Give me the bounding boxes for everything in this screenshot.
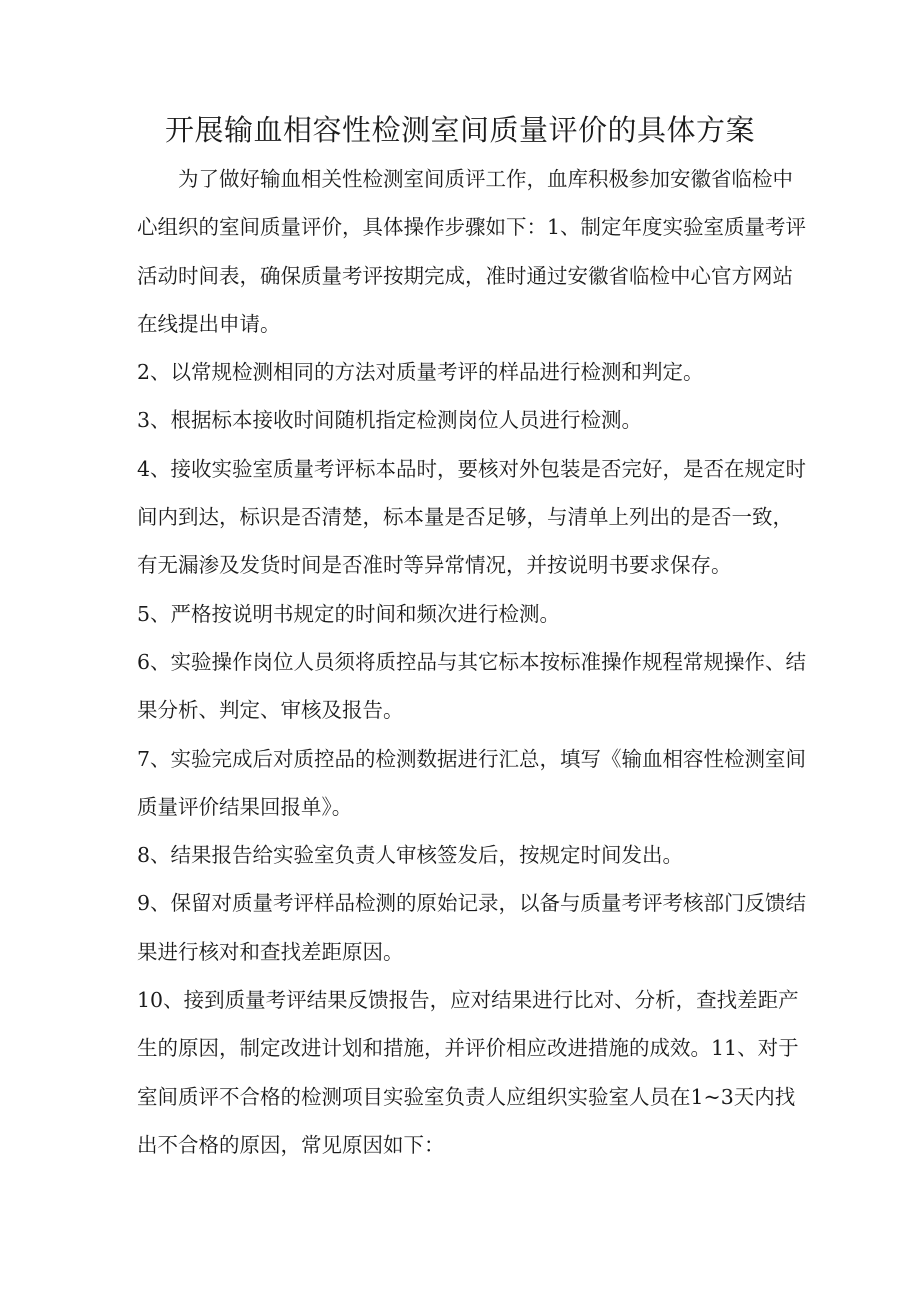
paragraph-line: 9、保留对质量考评样品检测的原始记录，以备与质量考评考核部门反馈结	[137, 891, 807, 916]
document-title: 开展输血相容性检测室间质量评价的具体方案	[164, 113, 755, 147]
paragraph-line: 10、接到质量考评结果反馈报告，应对结果进行比对、分析，查找差距产	[137, 988, 799, 1013]
paragraph-line: 生的原因，制定改进计划和措施，并评价相应改进措施的成效。11、对于	[137, 1036, 799, 1061]
paragraph-line: 在线提出申请。	[137, 311, 281, 336]
paragraph-line: 有无漏渗及发货时间是否准时等异常情况，并按说明书要求保存。	[137, 553, 732, 578]
paragraph-line: 果分析、判定、审核及报告。	[137, 698, 404, 723]
paragraph-line: 间内到达，标识是否清楚，标本量是否足够，与清单上列出的是否一致，	[137, 505, 793, 530]
paragraph-line: 果进行核对和查找差距原因。	[137, 939, 404, 964]
paragraph-line: 2、以常规检测相同的方法对质量考评的样品进行检测和判定。	[137, 360, 704, 385]
paragraph-line: 为了做好输血相关性检测室间质评工作，血库积极参加安徽省临检中	[178, 167, 793, 191]
paragraph-line: 活动时间表，确保质量考评按期完成，准时通过安徽省临检中心官方网站	[137, 263, 793, 288]
paragraph-line: 出不合格的原因，常见原因如下：	[137, 1132, 445, 1157]
paragraph-line: 5、严格按说明书规定的时间和频次进行检测。	[137, 601, 561, 626]
paragraph-line: 8、结果报告给实验室负责人审核签发后，按规定时间发出。	[137, 843, 684, 868]
paragraph-line: 心组织的室间质量评价，具体操作步骤如下：1、制定年度实验室质量考评	[137, 215, 807, 240]
document-body	[137, 155, 807, 1169]
paragraph-line: 6、实验操作岗位人员须将质控品与其它标本按标准操作规程常规操作、结	[137, 649, 807, 674]
paragraph-line: 质量评价结果回报单》。	[137, 794, 353, 819]
paragraph-line: 3、根据标本接收时间随机指定检测岗位人员进行检测。	[137, 408, 643, 433]
paragraph-line: 4、接收实验室质量考评标本品时，要核对外包装是否完好，是否在规定时	[137, 456, 807, 481]
paragraph-line: 7、实验完成后对质控品的检测数据进行汇总，填写《输血相容性检测室间	[137, 746, 807, 771]
paragraph-line: 室间质评不合格的检测项目实验室负责人应组织实验室人员在1~3天内找	[137, 1084, 796, 1109]
